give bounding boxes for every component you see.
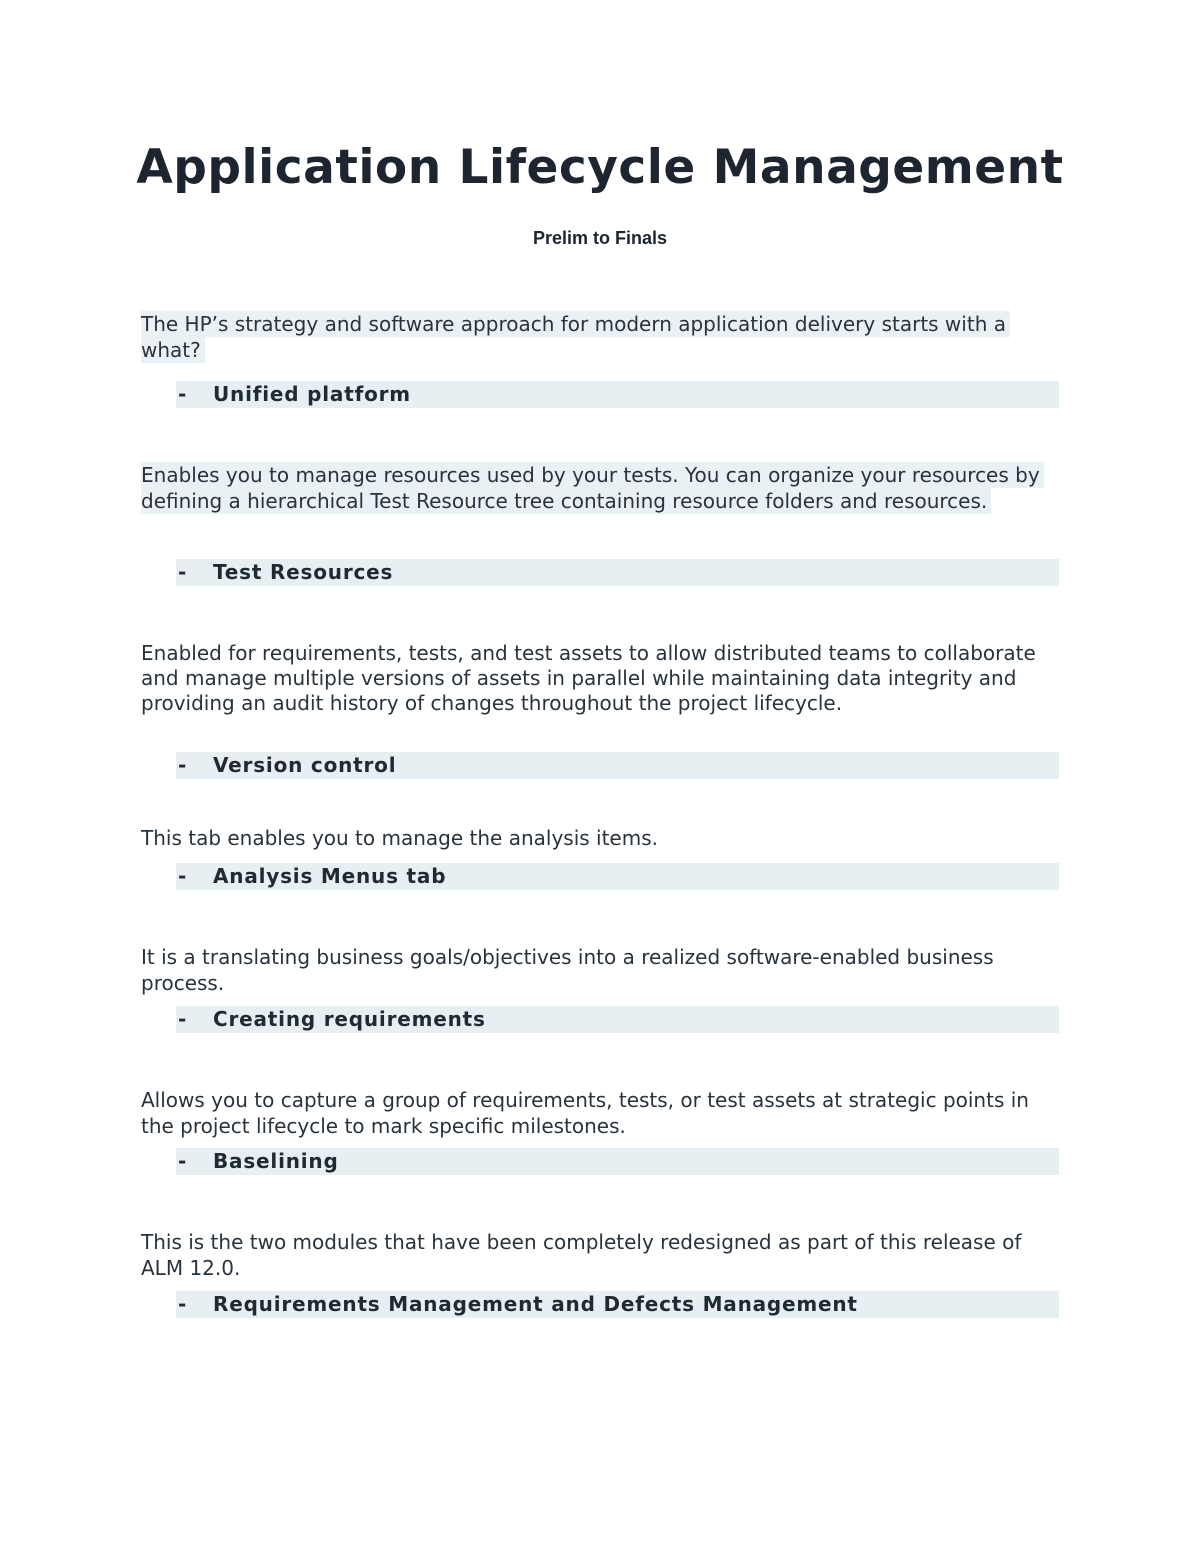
question-text bbox=[141, 641, 1036, 716]
answer-text: Creating requirements bbox=[213, 1007, 486, 1031]
answer-bullet: - bbox=[178, 560, 188, 584]
answer-text: Baselining bbox=[213, 1149, 339, 1173]
answer-line bbox=[176, 1148, 1059, 1175]
question-highlight: Enables you to manage resources used by your tests. You can organize your resources by defining a hierarchical Test Resource tree containing resource folders and resources. bbox=[141, 462, 1044, 514]
answer-bullet: - bbox=[178, 1292, 188, 1316]
answer-bullet: - bbox=[178, 753, 188, 777]
question-text bbox=[141, 1230, 1031, 1281]
document-title: Application Lifecycle Management bbox=[136, 140, 1064, 195]
answer-text: Test Resources bbox=[213, 560, 394, 584]
answer-line bbox=[176, 1291, 1059, 1318]
question-body: It is a translating business goals/objectives into a realized software-enabled business process. bbox=[141, 945, 994, 995]
document-subtitle: Prelim to Finals bbox=[532, 228, 668, 248]
question-text bbox=[141, 312, 1061, 363]
question-body: Allows you to capture a group of requirements, tests, or test assets at strategic points in the project lifecycle to mark specific milestones. bbox=[141, 1088, 1029, 1138]
question-text bbox=[141, 1088, 1046, 1139]
answer-text: Unified platform bbox=[213, 382, 411, 406]
question-body: This tab enables you to manage the analysis items. bbox=[141, 826, 658, 850]
answer-text: Version control bbox=[213, 753, 397, 777]
answer-text: Analysis Menus tab bbox=[213, 864, 447, 888]
question-text bbox=[141, 463, 1046, 514]
question-body: This is the two modules that have been completely redesigned as part of this release of ALM 12.0. bbox=[141, 1230, 1022, 1280]
answer-bullet: - bbox=[178, 864, 188, 888]
question-highlight: The HP’s strategy and software approach for modern application delivery starts with a what? bbox=[141, 311, 1010, 363]
answer-line bbox=[176, 863, 1059, 890]
answer-line bbox=[176, 381, 1059, 408]
answer-text: Requirements Management and Defects Management bbox=[213, 1292, 858, 1316]
answer-line bbox=[176, 1006, 1059, 1033]
question-body: Enabled for requirements, tests, and test assets to allow distributed teams to collaborate and manage multiple versions of assets in parallel while maintaining data integrity and providing an audit history of changes throughout the project lifecycle. bbox=[141, 641, 1036, 715]
answer-bullet: - bbox=[178, 1149, 188, 1173]
answer-bullet: - bbox=[178, 382, 188, 406]
question-text bbox=[141, 945, 1021, 996]
answer-bullet: - bbox=[178, 1007, 188, 1031]
question-text bbox=[141, 826, 1061, 852]
answer-line bbox=[176, 752, 1059, 779]
answer-line bbox=[176, 559, 1059, 586]
